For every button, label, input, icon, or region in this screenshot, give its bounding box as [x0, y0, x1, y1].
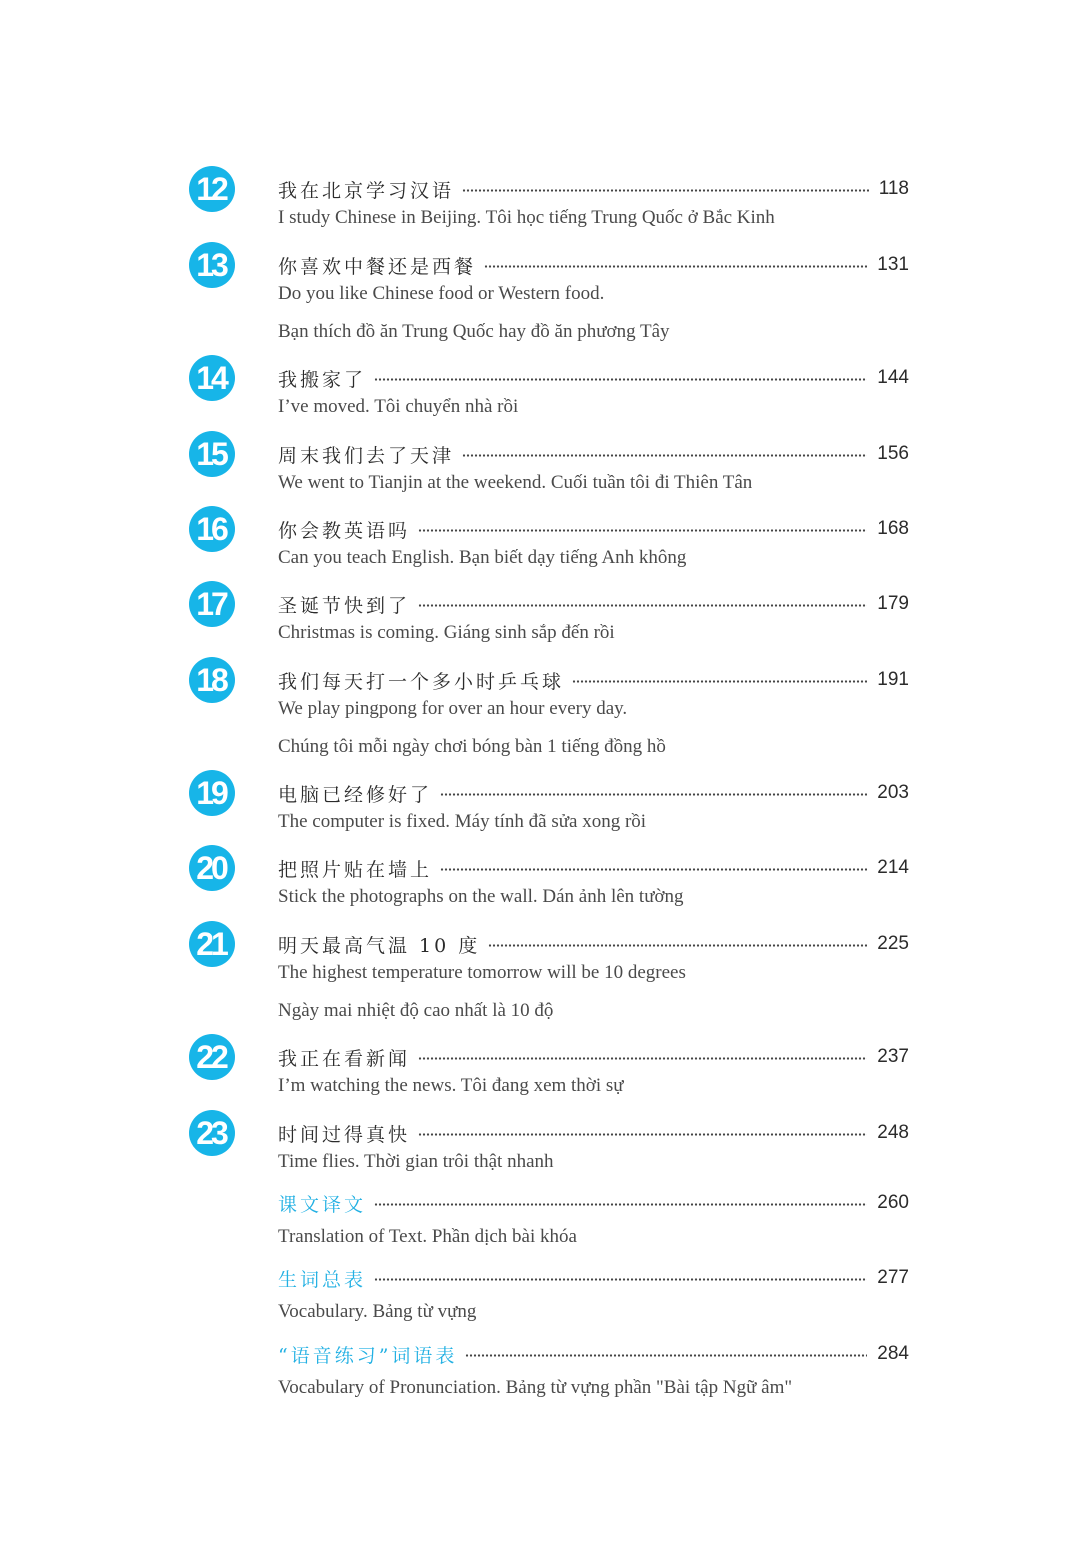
entry-subtitle: Translation of Text. Phần dịch bài khóa: [278, 1226, 577, 1247]
entry-subtitle: Vocabulary. Bảng từ vựng: [278, 1301, 477, 1322]
lesson-number-badge: 14: [189, 355, 235, 401]
entry-subtitle: We went to Tianjin at the weekend. Cuối tuần tôi đi Thiên Tân: [278, 472, 753, 493]
entry-subtitle: Ngày mai nhiệt độ cao nhất là 10 độ: [278, 1000, 554, 1021]
entry-title: 电脑已经修好了: [278, 783, 433, 806]
dot-leader: [418, 1133, 867, 1136]
dot-leader: [462, 189, 869, 192]
entry-title: 课文译文: [278, 1193, 367, 1216]
dot-leader: [484, 265, 867, 268]
lesson-number-badge: 20: [189, 845, 235, 891]
entry-subtitle: We play pingpong for over an hour every day.: [278, 698, 628, 719]
dot-leader: [374, 378, 867, 381]
page-number: 156: [877, 443, 909, 464]
entry-title: 周末我们去了天津: [278, 444, 455, 467]
lesson-number-badge: 15: [189, 431, 235, 477]
entry-title: 我们每天打一个多小时乒乓球: [278, 670, 565, 693]
entry-title: 你会教英语吗: [278, 519, 411, 542]
lesson-number-badge: 17: [189, 581, 235, 627]
page-number: 179: [877, 593, 909, 614]
entry-subtitle: Can you teach English. Bạn biết dạy tiếng Anh không: [278, 547, 687, 568]
entry-subtitle: The computer is fixed. Máy tính đã sửa xong rồi: [278, 811, 647, 832]
entry-title-row: [278, 1043, 909, 1071]
page-number: 168: [877, 518, 909, 539]
dot-leader: [374, 1278, 867, 1281]
entry-title: 我正在看新闻: [278, 1047, 411, 1070]
entry-subtitle: Bạn thích đồ ăn Trung Quốc hay đồ ăn phương Tây: [278, 321, 670, 342]
entry-subtitle: The highest temperature tomorrow will be 10 degrees: [278, 962, 686, 983]
dot-leader: [488, 944, 867, 947]
entry-subtitle: Chúng tôi mỗi ngày chơi bóng bàn 1 tiếng đồng hồ: [278, 736, 666, 757]
lesson-number-badge: 19: [189, 770, 235, 816]
entry-subtitle: Christmas is coming. Giáng sinh sắp đến rồi: [278, 622, 615, 643]
page-number: 118: [878, 178, 909, 199]
entry-title: 生词总表: [278, 1268, 367, 1291]
entry-title-row: [278, 666, 909, 694]
lesson-number-badge: 18: [189, 657, 235, 703]
entry-title: 时间过得真快: [278, 1123, 411, 1146]
entry-subtitle: I’ve moved. Tôi chuyển nhà rồi: [278, 396, 519, 417]
entry-title-row: [278, 1119, 909, 1147]
dot-leader: [465, 1354, 867, 1357]
entry-title: 你喜欢中餐还是西餐: [278, 255, 477, 278]
dot-leader: [462, 454, 867, 457]
entry-title-row: [278, 515, 909, 543]
lesson-number-badge: 23: [189, 1110, 235, 1156]
page-number: 144: [877, 367, 909, 388]
entry-title-row: [278, 1340, 909, 1368]
page-number: 191: [877, 669, 909, 690]
entry-subtitle: Vocabulary of Pronunciation. Bảng từ vựng phần "Bài tập Ngữ âm": [278, 1377, 793, 1398]
entry-subtitle: Do you like Chinese food or Western food.: [278, 283, 605, 304]
dot-leader: [418, 604, 867, 607]
page-number: 260: [877, 1192, 909, 1213]
dot-leader: [440, 868, 867, 871]
lesson-number-badge: 16: [189, 506, 235, 552]
page-number: 214: [877, 857, 909, 878]
entry-subtitle: Stick the photographs on the wall. Dán ảnh lên tường: [278, 886, 684, 907]
page-number: 248: [877, 1122, 909, 1143]
entry-title-row: [278, 930, 909, 958]
lesson-number-badge: 22: [189, 1034, 235, 1080]
entry-title-row: [278, 440, 909, 468]
lesson-number-badge: 12: [189, 166, 235, 212]
page-number: 237: [877, 1046, 909, 1067]
entry-title: 明天最高气温 10 度: [278, 934, 481, 957]
entry-title-row: [278, 1189, 909, 1217]
entry-title: 把照片贴在墙上: [278, 858, 433, 881]
entry-subtitle: I’m watching the news. Tôi đang xem thời sự: [278, 1075, 624, 1096]
entry-title-row: [278, 175, 909, 203]
entry-subtitle: I study Chinese in Beijing. Tôi học tiếng Trung Quốc ở Bắc Kinh: [278, 207, 775, 228]
dot-leader: [440, 793, 867, 796]
entry-title-row: [278, 251, 909, 279]
dot-leader: [374, 1203, 867, 1206]
page-number: 131: [877, 254, 909, 275]
entry-title: 圣诞节快到了: [278, 594, 411, 617]
entry-title-row: [278, 854, 909, 882]
dot-leader: [572, 680, 867, 683]
page-number: 225: [877, 933, 909, 954]
lesson-number-badge: 21: [189, 921, 235, 967]
entry-title: 我搬家了: [278, 368, 367, 391]
entry-title: 我在北京学习汉语: [278, 179, 455, 202]
entry-title: “语音练习”词语表: [278, 1344, 458, 1367]
lesson-number-badge: 13: [189, 242, 235, 288]
entry-title-row: [278, 590, 909, 618]
page-number: 203: [877, 782, 909, 803]
dot-leader: [418, 529, 867, 532]
page-number: 284: [877, 1343, 909, 1364]
entry-subtitle: Time flies. Thời gian trôi thật nhanh: [278, 1151, 554, 1172]
entry-title-row: [278, 364, 909, 392]
entry-title-row: [278, 1264, 909, 1292]
entry-title-row: [278, 779, 909, 807]
dot-leader: [418, 1057, 867, 1060]
page-number: 277: [877, 1267, 909, 1288]
